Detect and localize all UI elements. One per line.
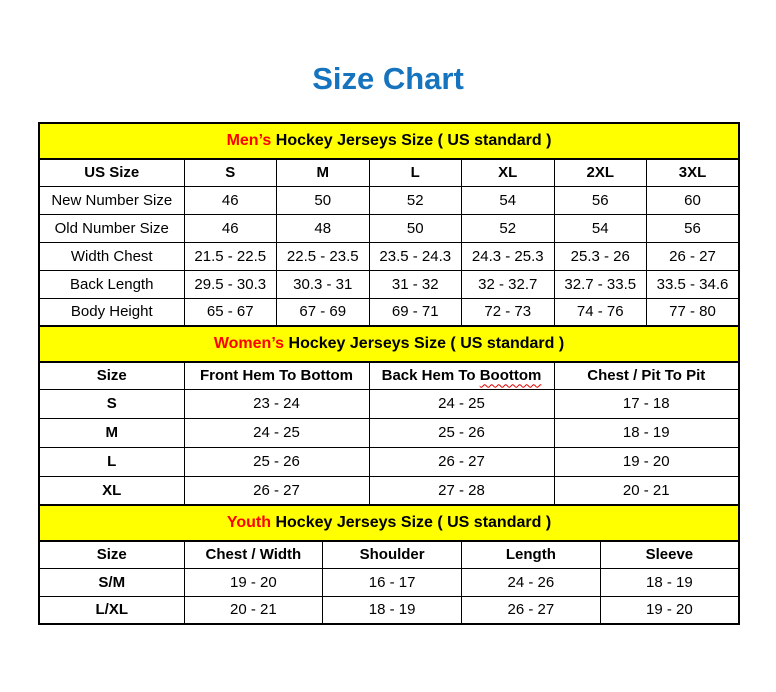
size-value-cell: 19 - 20 bbox=[554, 447, 739, 476]
womens-section-rest: Hockey Jerseys Size ( US standard ) bbox=[284, 335, 565, 352]
size-value-cell: 16 - 17 bbox=[323, 568, 462, 596]
size-value-cell: 21.5 - 22.5 bbox=[184, 242, 277, 270]
size-value-cell: 26 - 27 bbox=[184, 476, 369, 505]
table-row bbox=[39, 270, 739, 298]
size-value-cell: 29.5 - 30.3 bbox=[184, 270, 277, 298]
row-label: L bbox=[39, 447, 184, 476]
youth-section-highlight: Youth bbox=[226, 514, 272, 531]
page-title: Size Chart bbox=[312, 61, 464, 96]
womens-col-header: Front Hem To Bottom bbox=[184, 362, 369, 389]
size-value-cell: 24 - 26 bbox=[462, 568, 601, 596]
tables-container bbox=[38, 122, 738, 625]
size-value-cell: 18 - 19 bbox=[600, 568, 739, 596]
mens-section-title bbox=[39, 123, 739, 159]
size-value-cell: 48 bbox=[277, 214, 370, 242]
mens-col-header: 3XL bbox=[647, 159, 740, 186]
size-value-cell: 50 bbox=[369, 214, 462, 242]
mens-col-header: 2XL bbox=[554, 159, 647, 186]
womens-column-header-row bbox=[39, 362, 739, 389]
table-row bbox=[39, 214, 739, 242]
size-value-cell: 69 - 71 bbox=[369, 298, 462, 326]
mens-col-header: US Size bbox=[39, 159, 184, 186]
size-value-cell: 56 bbox=[647, 214, 740, 242]
size-value-cell: 52 bbox=[462, 214, 555, 242]
mens-section-rest: Hockey Jerseys Size ( US standard ) bbox=[271, 132, 552, 149]
table-row bbox=[39, 596, 739, 624]
youth-section-rest: Hockey Jerseys Size ( US standard ) bbox=[271, 514, 552, 531]
mens-col-header: M bbox=[277, 159, 370, 186]
size-value-cell: 33.5 - 34.6 bbox=[647, 270, 740, 298]
womens-col-header: Chest / Pit To Pit bbox=[554, 362, 739, 389]
size-value-cell: 25 - 26 bbox=[184, 447, 369, 476]
size-value-cell: 18 - 19 bbox=[323, 596, 462, 624]
womens-section-header-row bbox=[39, 326, 739, 362]
womens-col-header-text: Back Hem To bbox=[381, 367, 480, 385]
size-value-cell: 65 - 67 bbox=[184, 298, 277, 326]
size-value-cell: 18 - 19 bbox=[554, 418, 739, 447]
size-value-cell: 20 - 21 bbox=[184, 596, 323, 624]
size-value-cell: 72 - 73 bbox=[462, 298, 555, 326]
size-value-cell: 23.5 - 24.3 bbox=[369, 242, 462, 270]
size-value-cell: 56 bbox=[554, 186, 647, 214]
size-value-cell: 74 - 76 bbox=[554, 298, 647, 326]
row-label: S/M bbox=[39, 568, 184, 596]
size-value-cell: 26 - 27 bbox=[647, 242, 740, 270]
size-value-cell: 52 bbox=[369, 186, 462, 214]
size-value-cell: 27 - 28 bbox=[369, 476, 554, 505]
mens-section-header-row bbox=[39, 123, 739, 159]
youth-col-header: Chest / Width bbox=[184, 541, 323, 568]
size-value-cell: 31 - 32 bbox=[369, 270, 462, 298]
size-value-cell: 54 bbox=[462, 186, 555, 214]
mens-col-header: S bbox=[184, 159, 277, 186]
youth-col-header: Size bbox=[39, 541, 184, 568]
size-value-cell: 67 - 69 bbox=[277, 298, 370, 326]
mens-col-header: XL bbox=[462, 159, 555, 186]
size-value-cell: 22.5 - 23.5 bbox=[277, 242, 370, 270]
row-label: M bbox=[39, 418, 184, 447]
misspelled-word-squiggle: Boottom bbox=[479, 367, 542, 385]
size-value-cell: 60 bbox=[647, 186, 740, 214]
size-value-cell: 24.3 - 25.3 bbox=[462, 242, 555, 270]
row-label: Body Height bbox=[39, 298, 184, 326]
mens-section-highlight: Men’s bbox=[226, 132, 272, 149]
size-value-cell: 32 - 32.7 bbox=[462, 270, 555, 298]
youth-column-header-row bbox=[39, 541, 739, 568]
youth-section-header-row bbox=[39, 505, 739, 541]
table-row bbox=[39, 568, 739, 596]
row-label: New Number Size bbox=[39, 186, 184, 214]
mens-col-header: L bbox=[369, 159, 462, 186]
size-value-cell: 26 - 27 bbox=[369, 447, 554, 476]
womens-size-table bbox=[38, 325, 740, 506]
womens-section-title bbox=[39, 326, 739, 362]
size-value-cell: 17 - 18 bbox=[554, 389, 739, 418]
table-row bbox=[39, 476, 739, 505]
size-value-cell: 20 - 21 bbox=[554, 476, 739, 505]
size-value-cell: 24 - 25 bbox=[184, 418, 369, 447]
row-label: XL bbox=[39, 476, 184, 505]
size-value-cell: 77 - 80 bbox=[647, 298, 740, 326]
size-value-cell: 24 - 25 bbox=[369, 389, 554, 418]
mens-size-table bbox=[38, 122, 740, 327]
size-value-cell: 30.3 - 31 bbox=[277, 270, 370, 298]
row-label: S bbox=[39, 389, 184, 418]
size-value-cell: 50 bbox=[277, 186, 370, 214]
table-row bbox=[39, 418, 739, 447]
size-value-cell: 19 - 20 bbox=[600, 596, 739, 624]
row-label: L/XL bbox=[39, 596, 184, 624]
youth-size-table bbox=[38, 504, 740, 625]
size-value-cell: 23 - 24 bbox=[184, 389, 369, 418]
size-value-cell: 32.7 - 33.5 bbox=[554, 270, 647, 298]
size-value-cell: 19 - 20 bbox=[184, 568, 323, 596]
youth-section-title bbox=[39, 505, 739, 541]
youth-col-header: Length bbox=[462, 541, 601, 568]
size-value-cell: 54 bbox=[554, 214, 647, 242]
youth-col-header: Shoulder bbox=[323, 541, 462, 568]
size-value-cell: 26 - 27 bbox=[462, 596, 601, 624]
youth-col-header: Sleeve bbox=[600, 541, 739, 568]
womens-section-highlight: Women’s bbox=[213, 335, 285, 352]
womens-col-header: Size bbox=[39, 362, 184, 389]
mens-column-header-row bbox=[39, 159, 739, 186]
row-label: Old Number Size bbox=[39, 214, 184, 242]
row-label: Back Length bbox=[39, 270, 184, 298]
womens-col-header bbox=[369, 362, 554, 389]
table-row bbox=[39, 242, 739, 270]
table-row bbox=[39, 447, 739, 476]
size-value-cell: 46 bbox=[184, 186, 277, 214]
size-value-cell: 25.3 - 26 bbox=[554, 242, 647, 270]
size-value-cell: 46 bbox=[184, 214, 277, 242]
size-value-cell: 25 - 26 bbox=[369, 418, 554, 447]
table-row bbox=[39, 186, 739, 214]
row-label: Width Chest bbox=[39, 242, 184, 270]
table-row bbox=[39, 298, 739, 326]
table-row bbox=[39, 389, 739, 418]
